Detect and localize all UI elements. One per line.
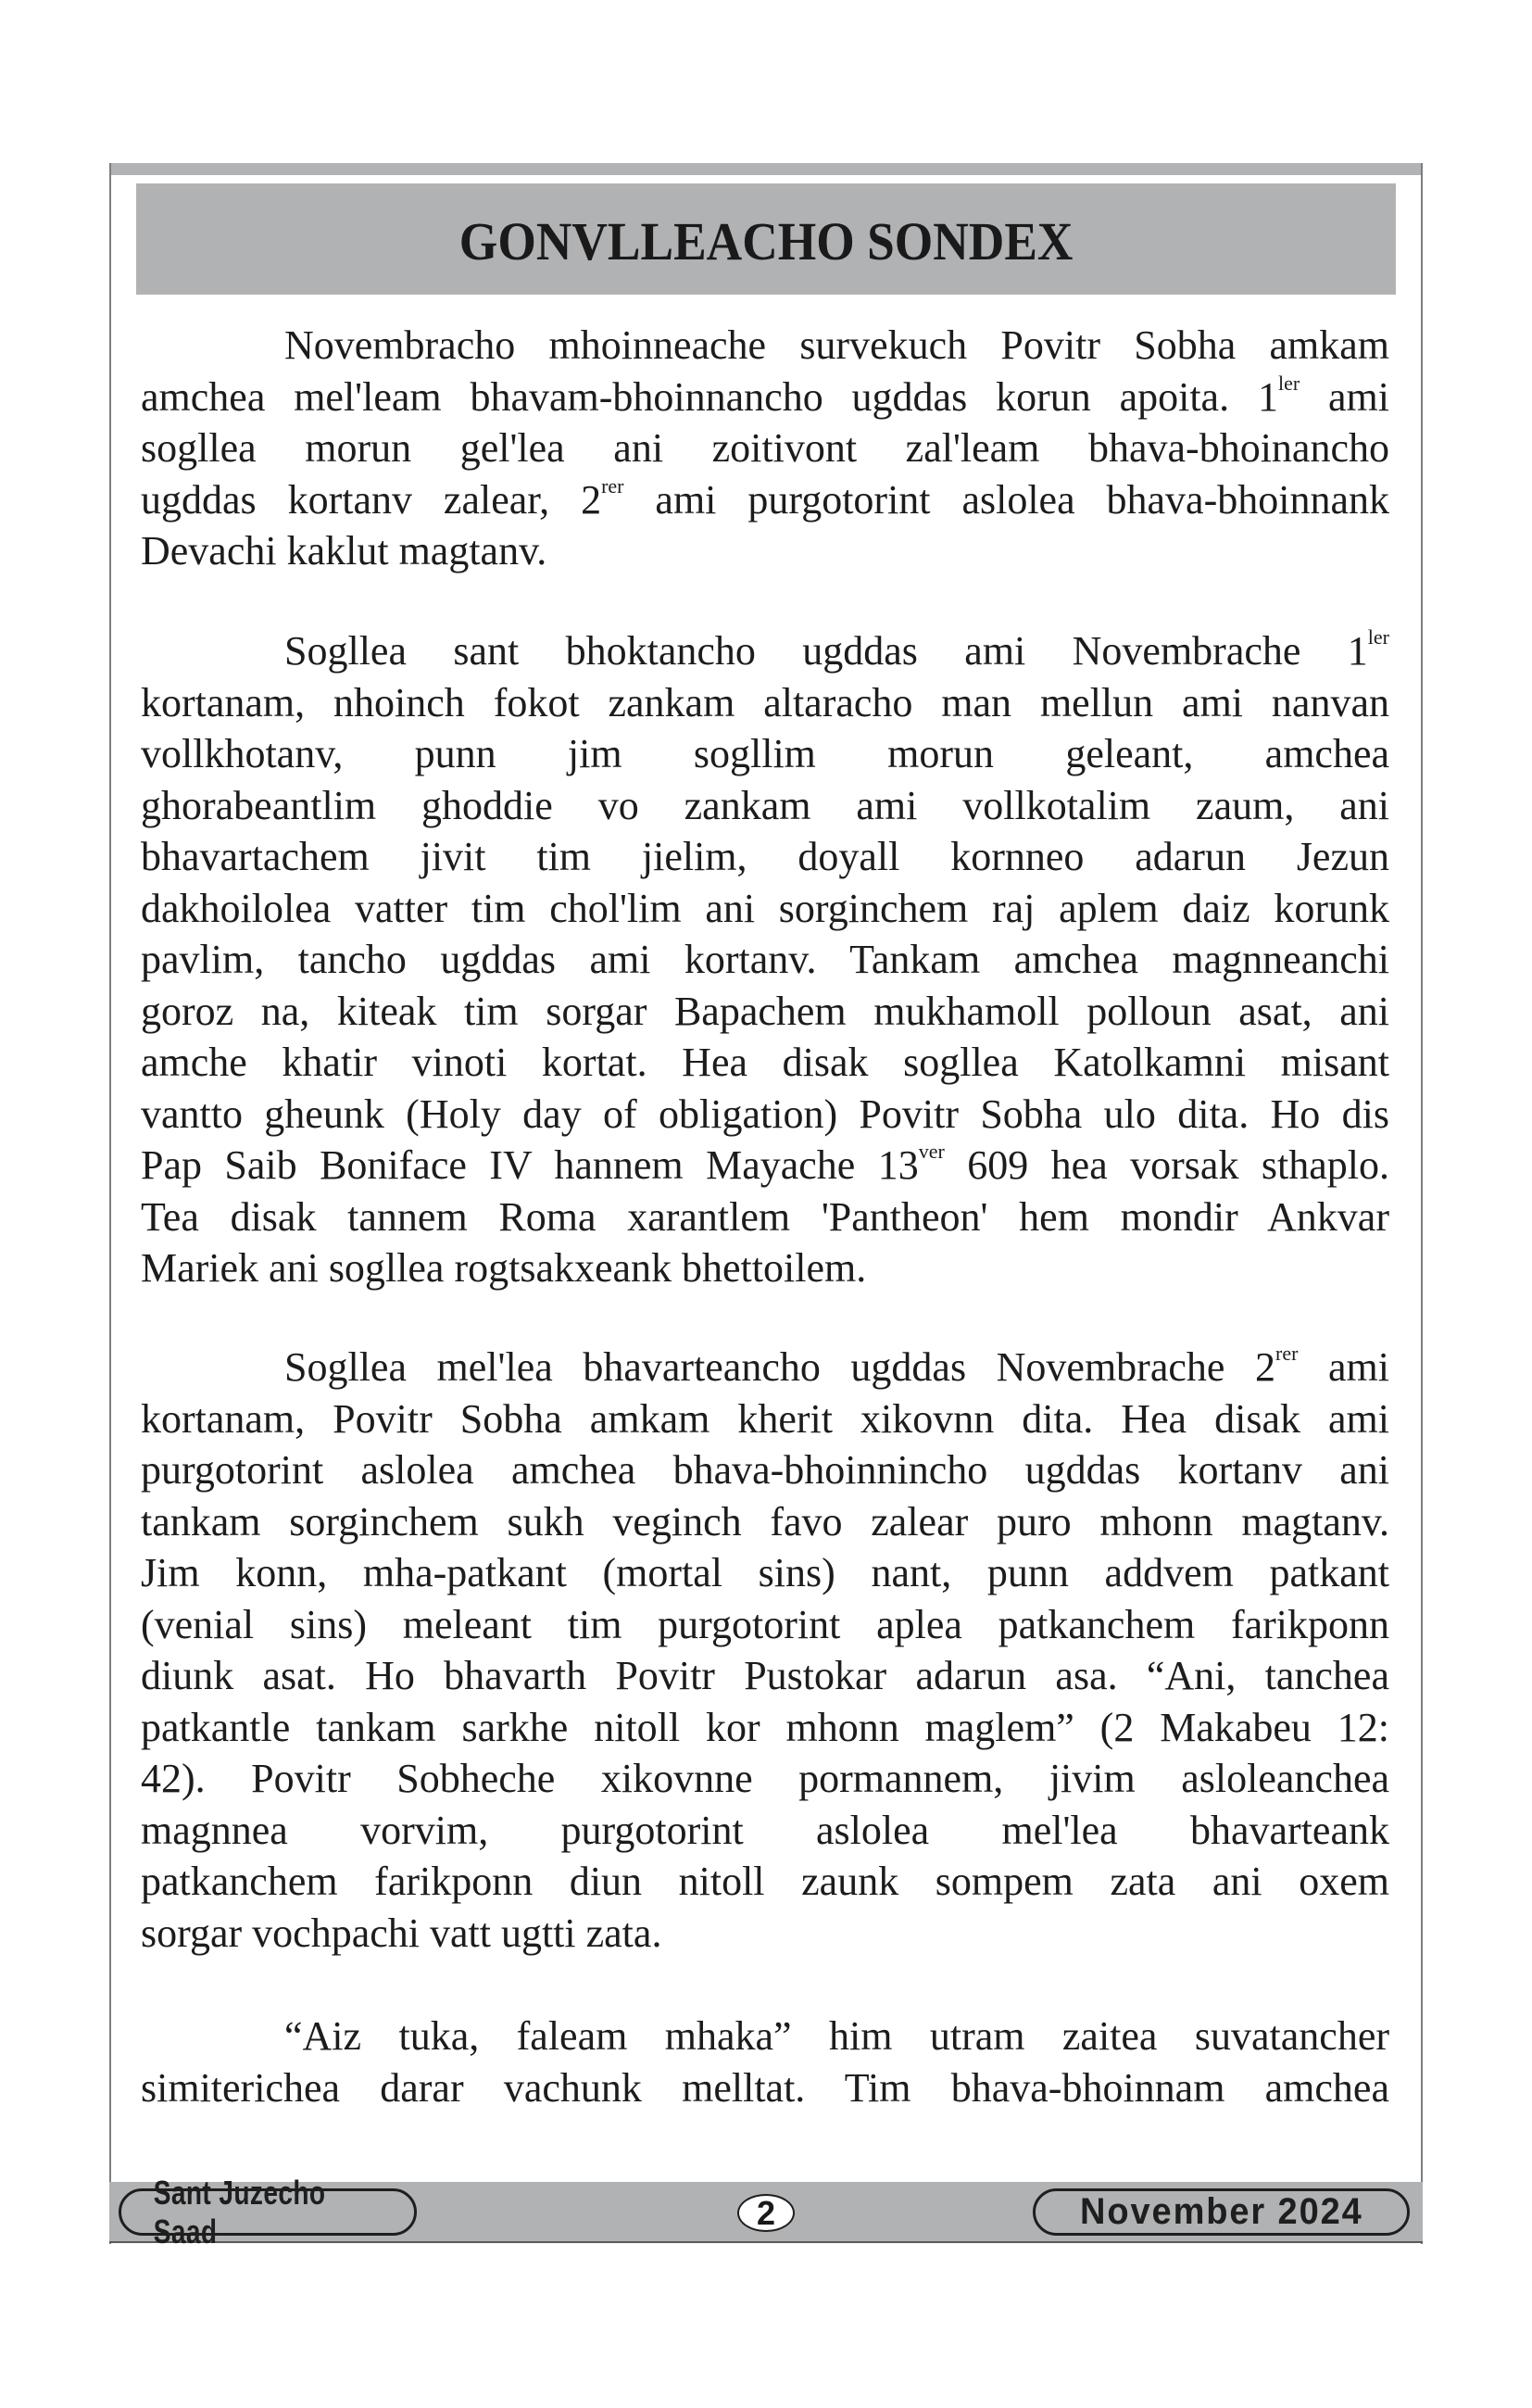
publication-name-badge bbox=[119, 2173, 417, 2250]
line-text: sorgar vochpachi vatt ugtti zata. bbox=[141, 1910, 662, 1956]
line-text: diunk asat. Ho bhavarth Povitr Pustokar adarun asa. “Ani, tanchea bbox=[141, 1653, 1389, 1698]
line-text: 42). Povitr Sobheche xikovnne pormannem, jivim asloleanchea bbox=[141, 1756, 1389, 1801]
line-text: pavlim, tancho ugddas ami kortanv. Tankam amchea magnneanchi bbox=[141, 937, 1389, 982]
text-line bbox=[141, 2062, 1389, 2114]
text-line bbox=[141, 1650, 1389, 1702]
publication-name: Sant Juzecho Saad bbox=[153, 2173, 326, 2250]
line-text: ghorabeantlim ghoddie vo zankam ami vollkotalim zaum, ani bbox=[141, 782, 1389, 828]
text-line bbox=[141, 780, 1389, 832]
text-line bbox=[141, 883, 1389, 935]
text-line bbox=[141, 372, 1389, 423]
line-text: kortanam, Povitr Sobha amkam kherit xikovnn dita. Hea disak ami bbox=[141, 1395, 1389, 1442]
text-line bbox=[141, 1753, 1389, 1805]
line-text: simiterichea darar vachunk melltat. Tim bhava-bhoinnam amchea bbox=[141, 2064, 1389, 2111]
text-line bbox=[141, 986, 1389, 1038]
text-line bbox=[141, 474, 1389, 526]
issue-date-badge bbox=[1033, 2188, 1410, 2236]
line-text: goroz na, kiteak tim sorgar Bapachem mukhamoll polloun asat, ani bbox=[141, 988, 1389, 1034]
line-text: (venial sins) meleant tim purgotorint aplea patkanchem farikponn bbox=[141, 1601, 1389, 1647]
line-text: patkantle tankam sarkhe nitoll kor mhonn maglem” (2 Makabeu 12: bbox=[141, 1704, 1389, 1750]
paragraph bbox=[141, 2011, 1389, 2113]
text-line bbox=[141, 525, 1389, 577]
line-text: Pap Saib Boniface IV hannem Mayache 13 bbox=[141, 1142, 919, 1188]
text-line bbox=[141, 2011, 1389, 2062]
line-text: Mariek ani sogllea rogtsakxeank bhettoilem. bbox=[141, 1245, 867, 1291]
line-text: magnnea vorvim, purgotorint aslolea mel'lea bhavarteank bbox=[141, 1807, 1389, 1853]
line-text: tankam sorginchem sukh veginch favo zalear puro mhonn magtanv. bbox=[141, 1498, 1389, 1544]
line-text: amche khatir vinoti kortat. Hea disak sogllea Katolkamni misant bbox=[141, 1040, 1389, 1085]
line-text: ugddas kortanv zalear, 2 bbox=[141, 476, 602, 523]
text-line bbox=[141, 1547, 1389, 1599]
page-number: 2 bbox=[756, 2193, 776, 2232]
text-line bbox=[141, 1496, 1389, 1548]
ordinal-superscript: ver bbox=[918, 1140, 945, 1163]
text-line bbox=[141, 1599, 1389, 1651]
line-text: Novembracho mhoinneache survekuch Povitr Sobha amkam bbox=[284, 322, 1389, 368]
title-banner bbox=[136, 183, 1396, 295]
line-text: bhavartachem jivit tim jielim, doyall kornneo adarun Jezun bbox=[141, 834, 1389, 879]
ordinal-superscript: rer bbox=[601, 473, 624, 498]
line-text-continued: ami bbox=[1298, 1344, 1389, 1390]
line-text: patkanchem farikponn diun nitoll zaunk sompem zata ani oxem bbox=[141, 1859, 1389, 1904]
line-text: dakhoilolea vatter tim chol'lim ani sorginchem raj aplem daiz korunk bbox=[141, 885, 1389, 931]
paragraph bbox=[141, 1342, 1389, 1959]
line-text: Sogllea sant bhoktancho ugddas ami Novembrache 1 bbox=[284, 628, 1368, 674]
text-line bbox=[141, 320, 1389, 372]
line-text: sogllea morun gel'lea ani zoitivont zal'leam bhava-bhoinancho bbox=[141, 425, 1389, 471]
ordinal-superscript: ler bbox=[1277, 371, 1300, 395]
text-line bbox=[141, 1856, 1389, 1908]
line-text: vantto gheunk (Holy day of obligation) Povitr Sobha ulo dita. Ho dis bbox=[141, 1091, 1389, 1137]
text-line bbox=[141, 1908, 1389, 1960]
paragraph bbox=[141, 625, 1389, 1294]
line-text: vollkhotanv, punn jim sogllim morun geleant, amchea bbox=[141, 731, 1389, 776]
line-text: Tea disak tannem Roma xarantlem 'Pantheon' hem mondir Ankvar bbox=[141, 1193, 1389, 1240]
line-text-continued: 609 hea vorsak sthaplo. bbox=[944, 1142, 1389, 1188]
text-line bbox=[141, 934, 1389, 986]
line-text: amchea mel'leam bhavam-bhoinnancho ugddas korun apoita. 1 bbox=[141, 373, 1278, 420]
text-line bbox=[141, 728, 1389, 780]
paragraph bbox=[141, 320, 1389, 577]
text-line bbox=[141, 831, 1389, 883]
text-line bbox=[141, 1342, 1389, 1393]
ordinal-superscript: rer bbox=[1275, 1342, 1299, 1365]
line-text: Sogllea mel'lea bhavarteancho ugddas Novembrache 2 bbox=[284, 1344, 1276, 1390]
ordinal-superscript: ler bbox=[1367, 625, 1389, 649]
line-text: “Aiz tuka, faleam mhaka” him utram zaitea suvatancher bbox=[284, 2013, 1389, 2059]
page-number-badge bbox=[737, 2194, 795, 2232]
line-text: Jim konn, mha-patkant (mortal sins) nant, punn addvem patkant bbox=[141, 1550, 1389, 1595]
line-text: Devachi kaklut magtanv. bbox=[141, 528, 547, 574]
issue-date: November 2024 bbox=[1079, 2191, 1363, 2232]
line-text: kortanam, nhoinch fokot zankam altaracho man mellun ami nanvan bbox=[141, 679, 1389, 725]
text-line bbox=[141, 625, 1389, 677]
text-line bbox=[141, 1037, 1389, 1089]
text-line bbox=[141, 1140, 1389, 1191]
page-title: GONVLLEACHO SONDEX bbox=[458, 211, 1074, 271]
line-text: purgotorint aslolea amchea bhava-bhoinnincho ugddas kortanv ani bbox=[141, 1447, 1389, 1493]
text-line bbox=[141, 1393, 1389, 1445]
text-line bbox=[141, 422, 1389, 474]
line-text-continued: ami purgotorint aslolea bhava-bhoinnank bbox=[623, 476, 1389, 523]
text-line bbox=[141, 1089, 1389, 1141]
text-line bbox=[141, 677, 1389, 729]
text-line bbox=[141, 1805, 1389, 1857]
line-text-continued: ami bbox=[1300, 373, 1389, 420]
text-line bbox=[141, 1444, 1389, 1496]
text-line bbox=[141, 1702, 1389, 1754]
text-line bbox=[141, 1191, 1389, 1243]
text-line bbox=[141, 1242, 1389, 1294]
